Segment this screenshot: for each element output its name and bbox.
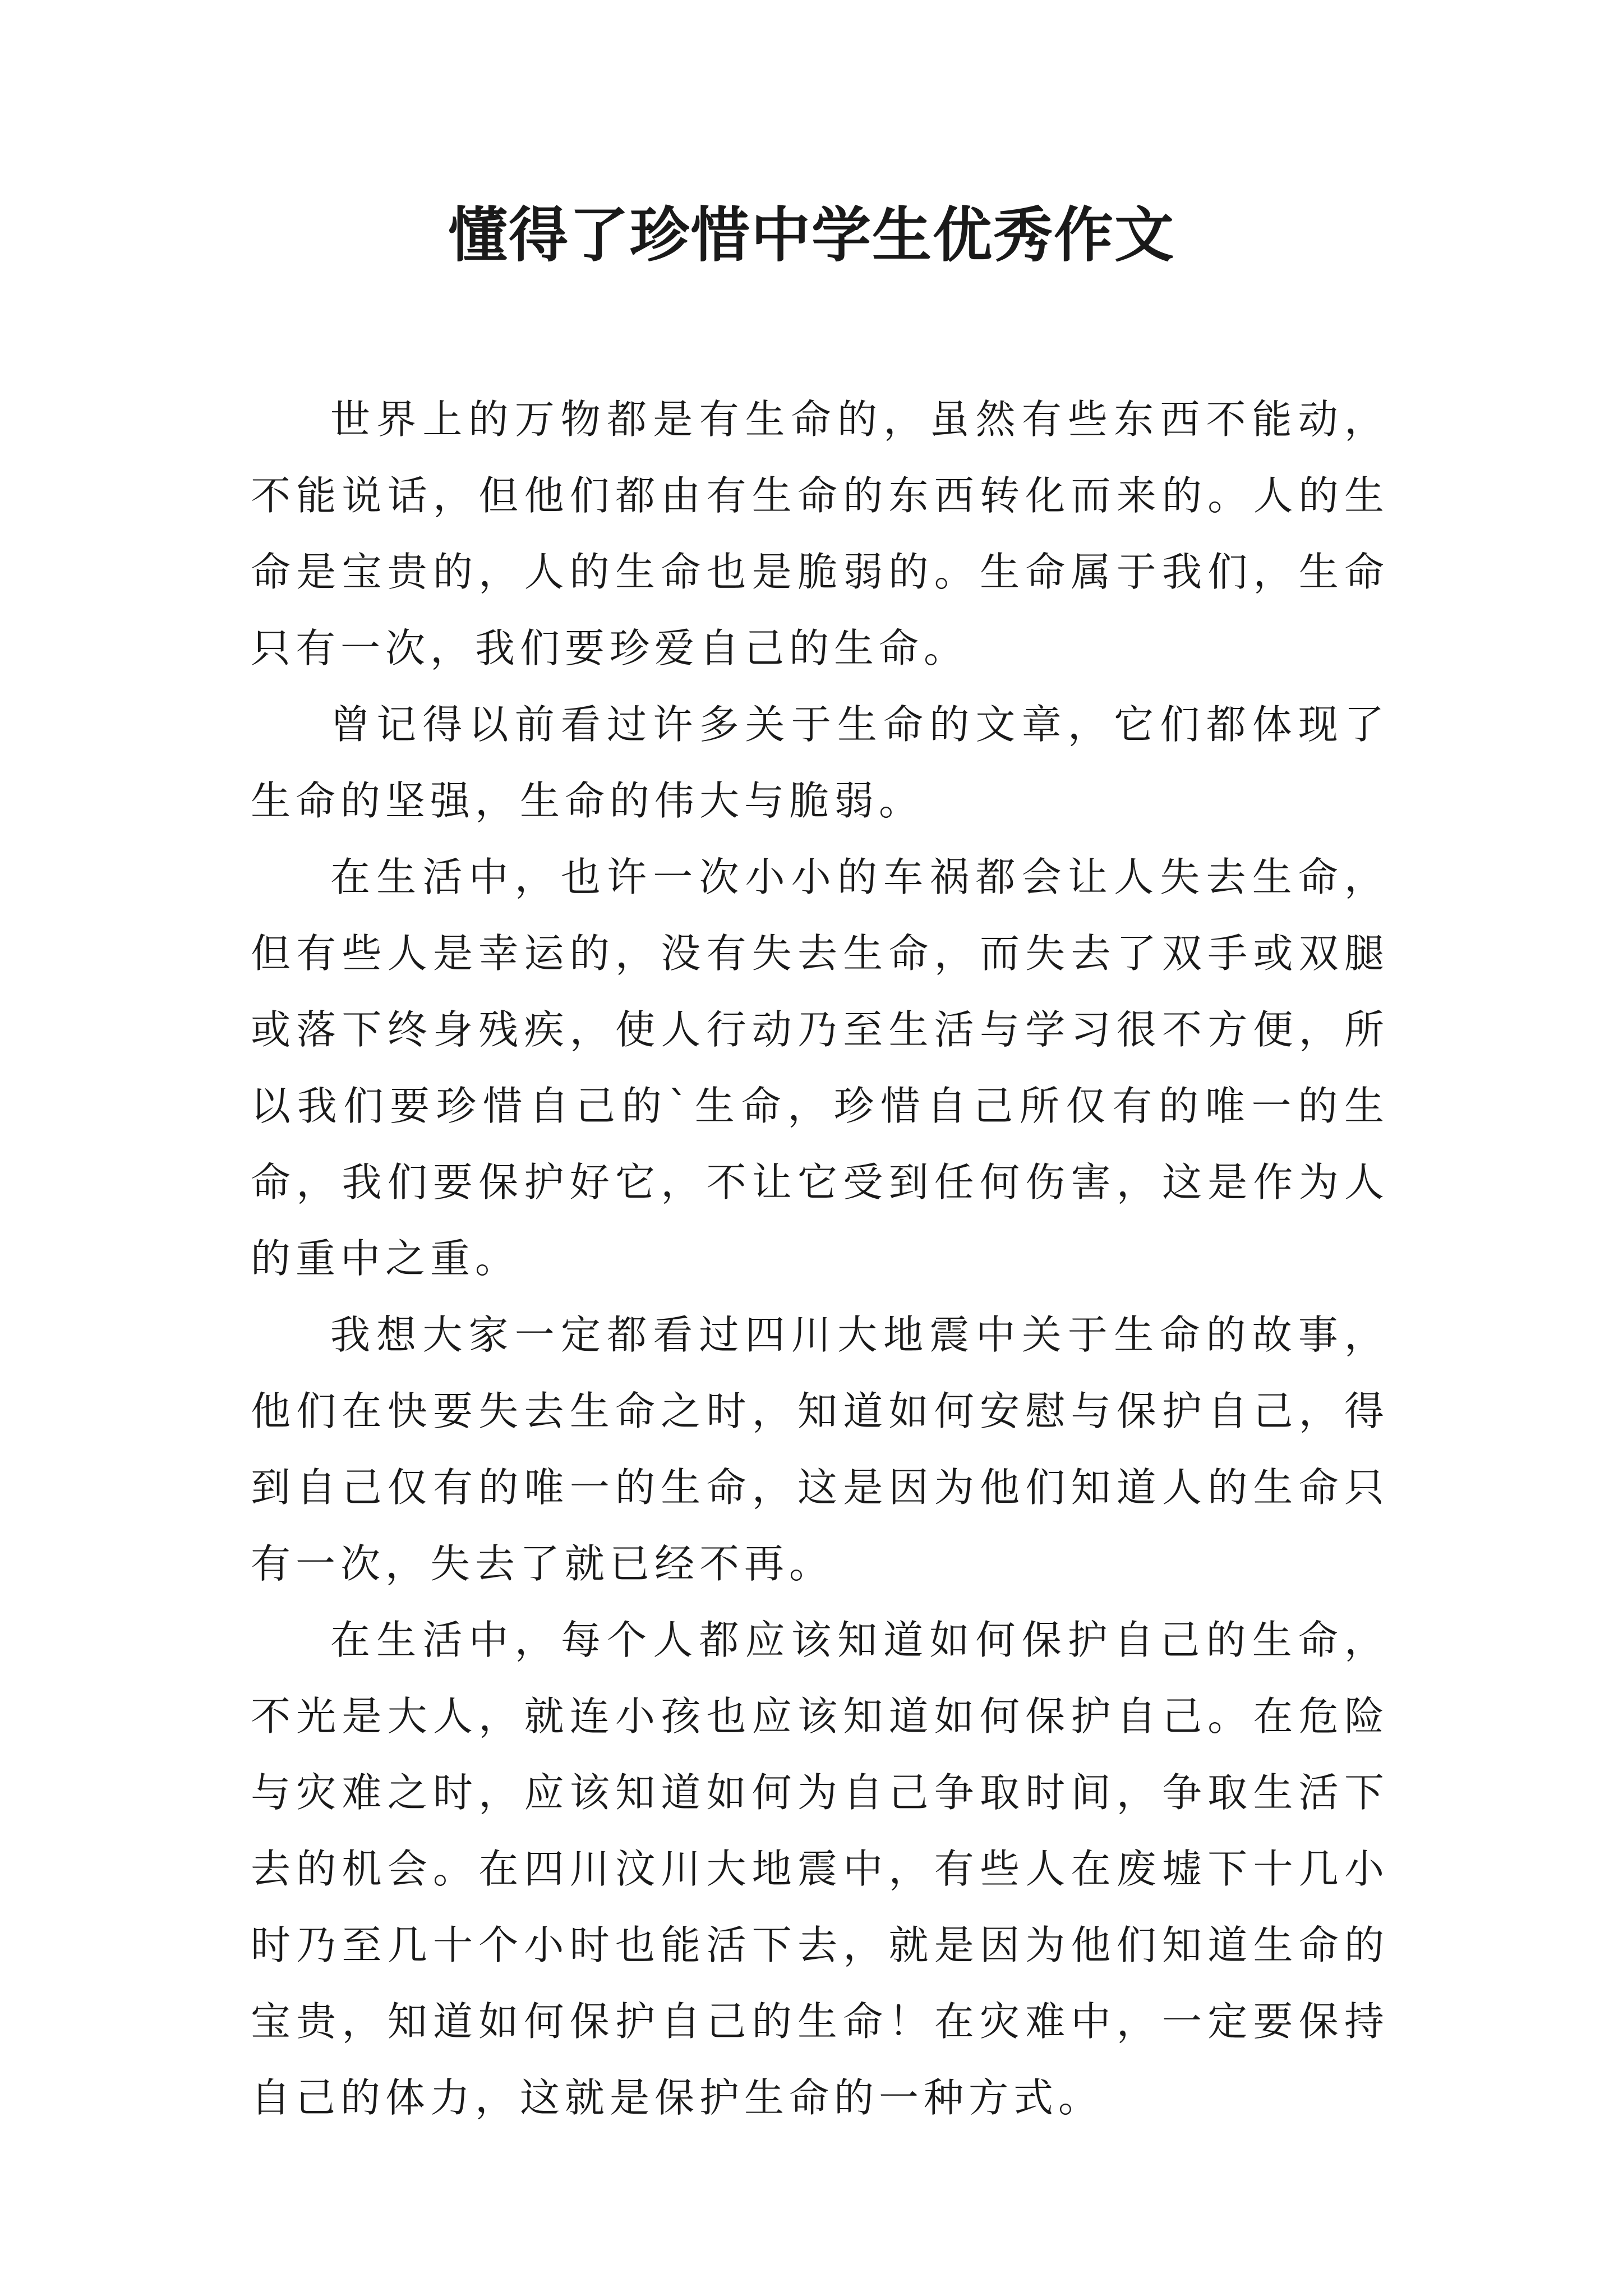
paragraph: 世界上的万物都是有生命的，虽然有些东西不能动，不能说话，但他们都由有生命的东西转化而来的。人的生命是宝贵的，人的生命也是脆弱的。生命属于我们，生命只有一次，我们要珍爱自己的生命。 [251, 396, 1389, 671]
paragraph: 曾记得以前看过许多关于生命的文章，它们都体现了生命的坚强，生命的伟大与脆弱。 [251, 701, 1389, 824]
paragraph: 我想大家一定都看过四川大地震中关于生命的故事，他们在快要失去生命之时，知道如何安慰与保护自己，得到自己仅有的唯一的生命，这是因为他们知道人的生命只有一次，失去了就已经不再。 [251, 1312, 1389, 1587]
document-body [251, 381, 1389, 2136]
paragraph: 在生活中，每个人都应该知道如何保护自己的生命，不光是大人，就连小孩也应该知道如何保护自己。在危险与灾难之时，应该知道如何为自己争取时间，争取生活下去的机会。在四川汶川大地震中，有些人在废墟下十几小时乃至几十个小时也能活下去，就是因为他们知道生命的宝贵，知道如何保护自己的生命！在灾难中，一定要保持自己的体力，这就是保护生命的一种方式。 [251, 1617, 1389, 2121]
document-title: 懂得了珍惜中学生优秀作文 [448, 201, 1175, 270]
paragraph: 在生活中，也许一次小小的车祸都会让人失去生命，但有些人是幸运的，没有失去生命，而失去了双手或双腿或落下终身残疾，使人行动乃至生活与学习很不方便，所以我们要珍惜自己的`生命，珍惜自己所仅有的唯一的生命，我们要保护好它，不让它受到任何伤害，这是作为人的重中之重。 [251, 854, 1389, 1282]
